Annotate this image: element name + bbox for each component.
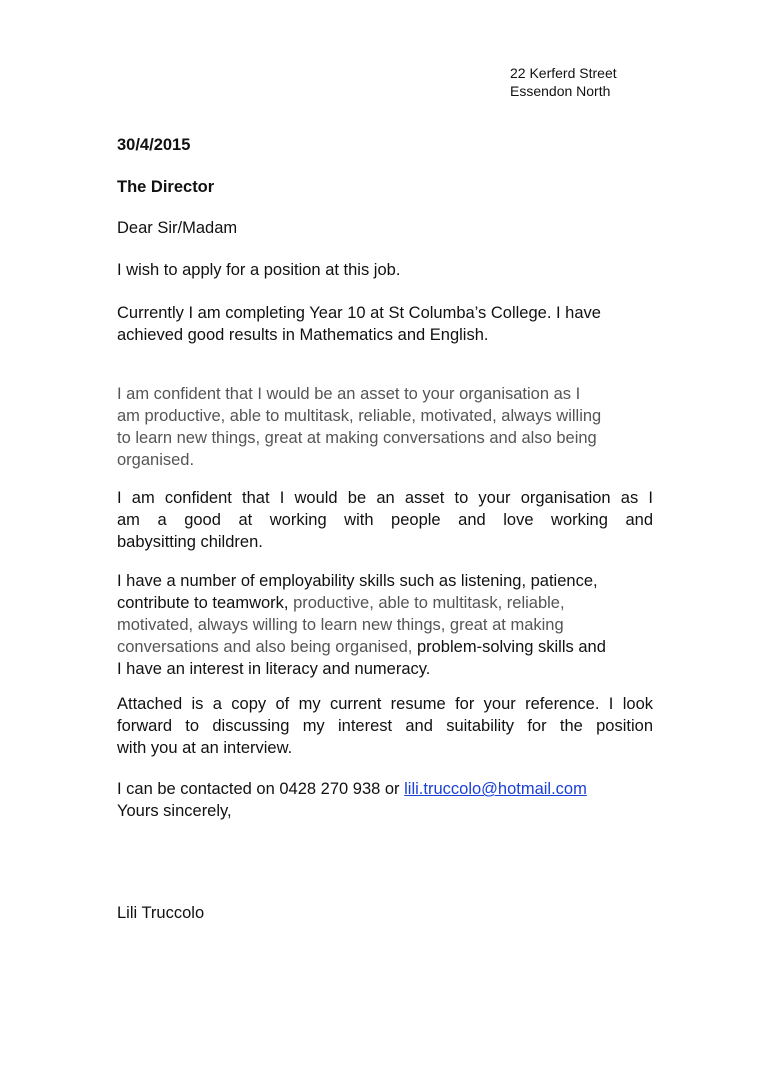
paragraph-line: forward to discussing my interest and suitability for the position	[117, 717, 653, 735]
paragraph-confident-2	[117, 487, 653, 553]
paragraph-fragment: problem-solving skills and	[412, 638, 606, 656]
contact-block	[117, 778, 653, 822]
paragraph-line: with you at an interview.	[117, 739, 293, 757]
paragraph-line: am productive, able to multitask, reliable, motivated, always willing	[117, 407, 602, 425]
recipient: The Director	[117, 178, 215, 196]
paragraph-line: I am confident that I would be an asset to your organisation as I	[117, 489, 653, 507]
paragraph-line: organised.	[117, 451, 195, 469]
sender-address	[510, 64, 617, 100]
paragraph-line: I have a number of employability skills such as listening, patience,	[117, 572, 598, 590]
paragraph-attached	[117, 693, 653, 759]
paragraph-line	[117, 592, 653, 614]
salutation: Dear Sir/Madam	[117, 219, 238, 237]
paragraph-fragment: conversations and also being organised,	[117, 638, 413, 656]
paragraph-line: I have an interest in literacy and numeracy.	[117, 660, 431, 678]
paragraph-line: Currently I am completing Year 10 at St Columba’s College. I have	[117, 304, 601, 322]
paragraph-fragment: productive, able to multitask, reliable,	[288, 594, 565, 612]
paragraph-confident-1	[117, 383, 653, 471]
paragraph-skills	[117, 570, 653, 680]
paragraph-line: to learn new things, great at making conversations and also being	[117, 429, 597, 447]
address-line-suburb: Essendon North	[510, 83, 611, 99]
paragraph-fragment: contribute to teamwork,	[117, 594, 289, 612]
letter-date: 30/4/2015	[117, 136, 191, 154]
paragraph-apply: I wish to apply for a position at this job.	[117, 261, 401, 279]
paragraph-line: I am confident that I would be an asset to your organisation as I	[117, 385, 581, 403]
closing: Yours sincerely,	[117, 802, 232, 820]
paragraph-line: am a good at working with people and love working and	[117, 511, 653, 529]
paragraph-line: Attached is a copy of my current resume for your reference. I look	[117, 695, 653, 713]
contact-prefix: I can be contacted on 0428 270 938 or	[117, 780, 405, 798]
paragraph-line: motivated, always willing to learn new things, great at making	[117, 616, 564, 634]
paragraph-line	[117, 636, 653, 658]
contact-line	[117, 778, 653, 800]
address-line-street: 22 Kerferd Street	[510, 65, 617, 81]
paragraph-line: achieved good results in Mathematics and English.	[117, 326, 489, 344]
email-link[interactable]: lili.truccolo@hotmail.com	[404, 780, 587, 798]
paragraph-current-studies	[117, 302, 653, 346]
signature-name: Lili Truccolo	[117, 904, 205, 922]
paragraph-line: babysitting children.	[117, 533, 263, 551]
